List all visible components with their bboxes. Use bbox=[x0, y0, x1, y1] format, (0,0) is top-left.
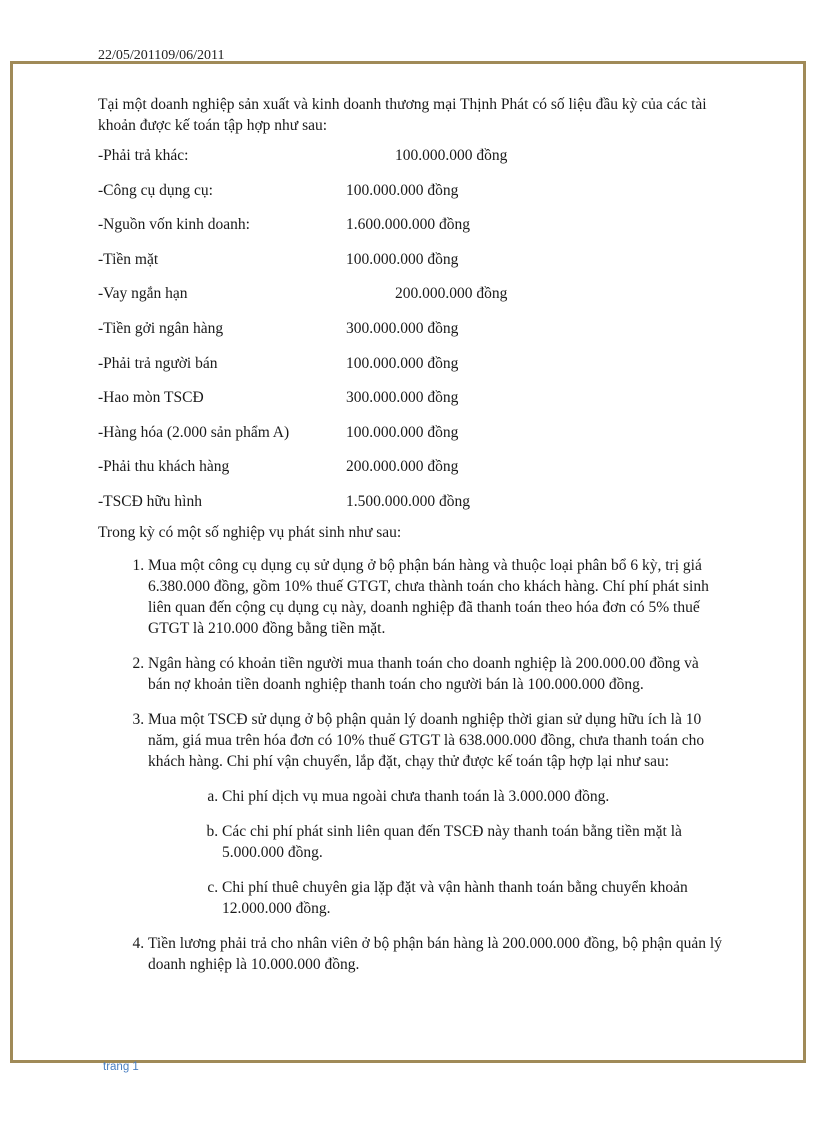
balance-row bbox=[98, 491, 724, 526]
balance-label: -Vay ngắn hạn bbox=[98, 285, 188, 303]
balance-row bbox=[98, 353, 724, 388]
balance-label: -Phải trả khác: bbox=[98, 147, 189, 164]
balance-row bbox=[98, 180, 724, 215]
balance-value: 300.000.000 đồng bbox=[346, 389, 459, 407]
balance-label: -Phải thu khách hàng bbox=[98, 458, 230, 476]
balance-row bbox=[98, 145, 724, 180]
balance-row bbox=[98, 387, 724, 422]
balance-value: 200.000.000 đồng bbox=[395, 285, 508, 303]
balance-label: -Tiền mặt bbox=[98, 250, 159, 268]
transaction-item bbox=[148, 709, 724, 919]
balance-row bbox=[98, 318, 724, 353]
transaction-item bbox=[148, 933, 724, 975]
balance-value: 100.000.000 đồng bbox=[395, 147, 508, 164]
balance-value: 300.000.000 đồng bbox=[346, 319, 459, 337]
balance-value: 200.000.000 đồng bbox=[346, 458, 459, 476]
opening-balances bbox=[98, 145, 724, 526]
cost-breakdown-list bbox=[148, 786, 724, 919]
document-date: 22/05/201109/06/2011 bbox=[98, 48, 225, 63]
balance-value: 100.000.000 đồng bbox=[346, 250, 459, 268]
intro-paragraph: Tại một doanh nghiệp sản xuất và kinh doanh thương mại Thịnh Phát có số liệu đầu kỳ của các tài khoản được kế toán tập hợp như sau: bbox=[98, 96, 707, 134]
balance-row bbox=[98, 214, 724, 249]
transaction-item bbox=[148, 653, 724, 695]
transaction-text: Tiền lương phải trả cho nhân viên ở bộ phận bán hàng là 200.000.000 đồng, bộ phận quản lý doanh nghiệp là 10.000.000 đồng. bbox=[148, 934, 722, 973]
cost-item bbox=[222, 877, 724, 919]
transaction-text: Ngân hàng có khoản tiền người mua thanh toán cho doanh nghiệp là 200.000.00 đồng và bán nợ khoản tiền doanh nghiệp thanh toán cho người bán là 100.000.000 đồng. bbox=[148, 654, 699, 693]
transaction-text: Mua một công cụ dụng cụ sử dụng ở bộ phận bán hàng và thuộc loại phân bổ 6 kỳ, trị giá 6.380.000 đồng, gồm 10% thuế GTGT, chưa thành toán cho khách hàng. Chí phí phát sinh liên quan đến cộng cụ dụng cụ này, doanh nghiệp đã thanh toán theo hóa đơn có 5% thuế GTGT là 210.000 đồng bằng tiền mặt. bbox=[148, 556, 709, 637]
balance-label: -TSCĐ hữu hình bbox=[98, 492, 202, 510]
transactions-list bbox=[98, 555, 724, 975]
balance-value: 1.500.000.000 đồng bbox=[346, 492, 470, 510]
balance-row bbox=[98, 283, 724, 318]
cost-item-text: Các chi phí phát sinh liên quan đến TSCĐ này thanh toán bằng tiền mặt là 5.000.000 đồng. bbox=[222, 822, 682, 861]
balance-label: -Tiền gởi ngân hàng bbox=[98, 319, 224, 337]
cost-item bbox=[222, 786, 724, 807]
balance-value: 100.000.000 đồng bbox=[346, 423, 459, 441]
cost-item-text: Chi phí thuê chuyên gia lặp đặt và vận hành thanh toán bằng chuyển khoản 12.000.000 đồng. bbox=[222, 878, 688, 917]
balance-value: 100.000.000 đồng bbox=[346, 354, 459, 372]
balance-value: 100.000.000 đồng bbox=[346, 181, 459, 199]
balance-label: -Hao mòn TSCĐ bbox=[98, 389, 204, 407]
cost-item bbox=[222, 821, 724, 863]
balance-label: -Công cụ dụng cụ: bbox=[98, 181, 213, 199]
balance-label: -Phải trả người bán bbox=[98, 354, 218, 372]
document-body bbox=[98, 94, 724, 989]
transactions-heading: Trong kỳ có một số nghiệp vụ phát sinh như sau: bbox=[98, 523, 402, 541]
page-number: trang 1 bbox=[103, 1061, 139, 1073]
cost-item-text: Chi phí dịch vụ mua ngoài chưa thanh toán là 3.000.000 đồng. bbox=[222, 787, 610, 805]
transaction-text: Mua một TSCĐ sử dụng ở bộ phận quản lý doanh nghiệp thời gian sử dụng hữu ích là 10 năm, giá mua trên hóa đơn có 10% thuế GTGT là 638.000.000 đồng, chưa thanh toán cho khách hàng. Chi phí vận chuyển, lắp đặt, chạy thử được kế toán tập hợp lại như sau: bbox=[148, 710, 705, 770]
balance-value: 1.600.000.000 đồng bbox=[346, 216, 470, 234]
balance-row bbox=[98, 249, 724, 284]
transaction-item bbox=[148, 555, 724, 639]
balance-row bbox=[98, 456, 724, 491]
balance-label: -Hàng hóa (2.000 sản phẩm A) bbox=[98, 423, 290, 441]
balance-label: -Nguồn vốn kinh doanh: bbox=[98, 216, 250, 234]
balance-row bbox=[98, 422, 724, 457]
